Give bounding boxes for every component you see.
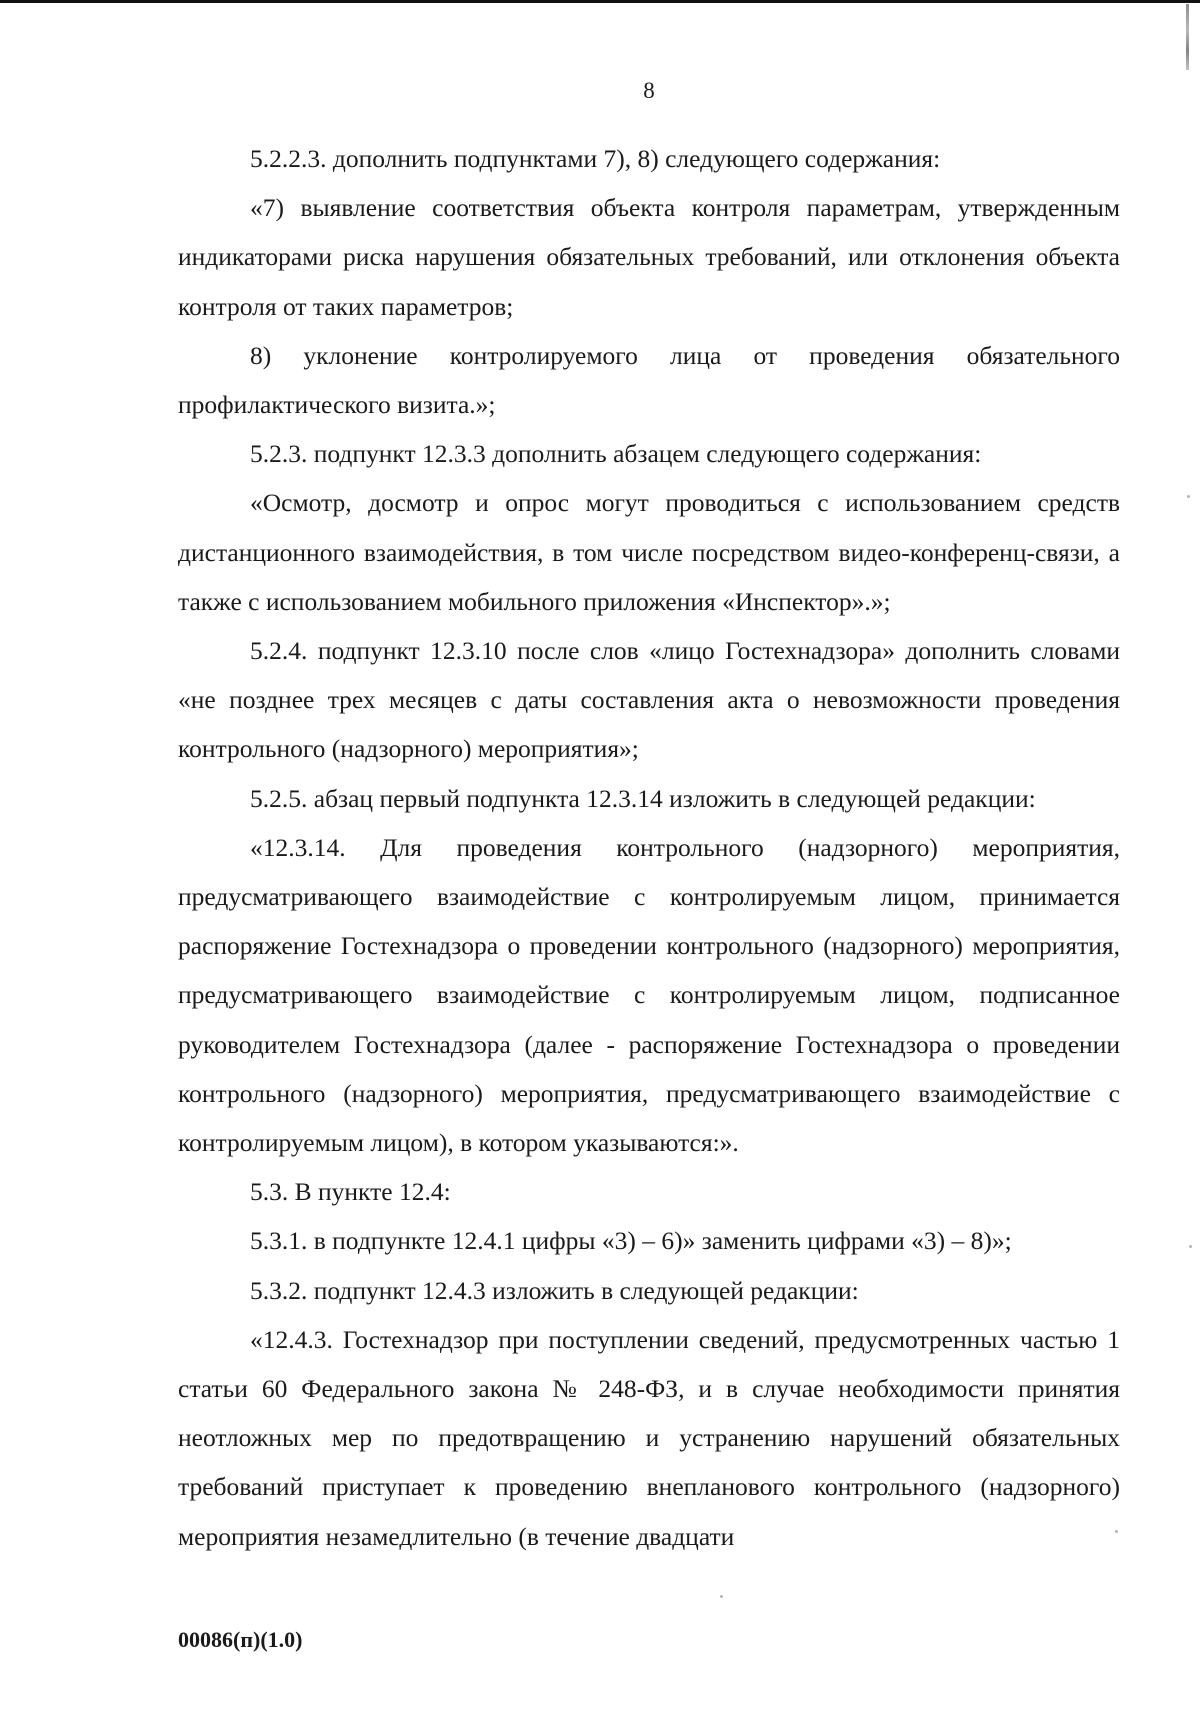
- paragraph-12-3-14-quote: «12.3.14. Для проведения контрольного (надзорного) мероприятия, предусматривающего взаимодействие с контролируемым лицом, принимается распоряжение Гостехнадзора о проведении контрольного (надзорного) мероприятия, предусматривающего взаимодействие с контролируемым лицом, подписанное руководителем Гостехнадзора (далее - распоряжение Гостехнадзора о проведении контрольного (надзорного) мероприятия, предусматривающего взаимодействие с контролируемым лицом), в котором указываются:».: [178, 832, 1120, 1158]
- scan-edge-mark: [1186, 4, 1189, 70]
- scan-speck: [1115, 1530, 1118, 1533]
- paragraph-5-3-1: 5.3.1. в подпункте 12.4.1 цифры «3) – 6)» заменить цифрами «3) – 8)»;: [250, 1226, 1012, 1256]
- document-footer-code: 00086(п)(1.0): [178, 1627, 303, 1652]
- paragraph-12-4-3-quote: «12.4.3. Гостехнадзор при поступлении сведений, предусмотренных частью 1 статьи 60 Федерального закона № 248-ФЗ, и в случае необходимости принятия неотложных мер по предотвращению и устранению нарушений обязательных требований приступает к проведению внепланового контрольного (надзорного) мероприятия незамедлительно (в течение двадцати: [178, 1324, 1120, 1551]
- scan-speck: [720, 1595, 723, 1598]
- document-body: [178, 134, 1120, 1561]
- paragraph-item-7: «7) выявление соответствия объекта контроля параметрам, утвержденным индикаторами риска нарушения обязательных требований, или отклонения объекта контроля от таких параметров;: [178, 193, 1120, 321]
- paragraph-5-2-5: 5.2.5. абзац первый подпункта 12.3.14 изложить в следующей редакции:: [250, 783, 1036, 813]
- paragraph-5-2-4: 5.2.4. подпункт 12.3.10 после слов «лицо Гостехнадзора» дополнить словами «не позднее трех месяцев с даты составления акта о невозможности проведения контрольного (надзорного) мероприятия»;: [178, 636, 1120, 764]
- top-border-line: [0, 0, 1200, 3]
- scan-speck: [1187, 495, 1190, 498]
- paragraph-5-2-3: 5.2.3. подпункт 12.3.3 дополнить абзацем следующего содержания:: [250, 439, 982, 469]
- scan-speck: [1189, 1245, 1192, 1248]
- page-number: 8: [643, 78, 655, 103]
- paragraph-inspection-quote: «Осмотр, досмотр и опрос могут проводиться с использованием средств дистанционного взаимодействия, в том числе посредством видео-конференц-связи, а также с использованием мобильного приложения «Инспектор».»;: [178, 488, 1120, 616]
- paragraph-item-8: 8) уклонение контролируемого лица от проведения обязательного профилактического визита.»;: [178, 340, 1120, 420]
- paragraph-5-3: 5.3. В пункте 12.4:: [250, 1177, 451, 1207]
- paragraph-5-2-2-3: 5.2.2.3. дополнить подпунктами 7), 8) следующего содержания:: [250, 144, 941, 173]
- paragraph-5-3-2: 5.3.2. подпункт 12.4.3 изложить в следующей редакции:: [250, 1275, 859, 1305]
